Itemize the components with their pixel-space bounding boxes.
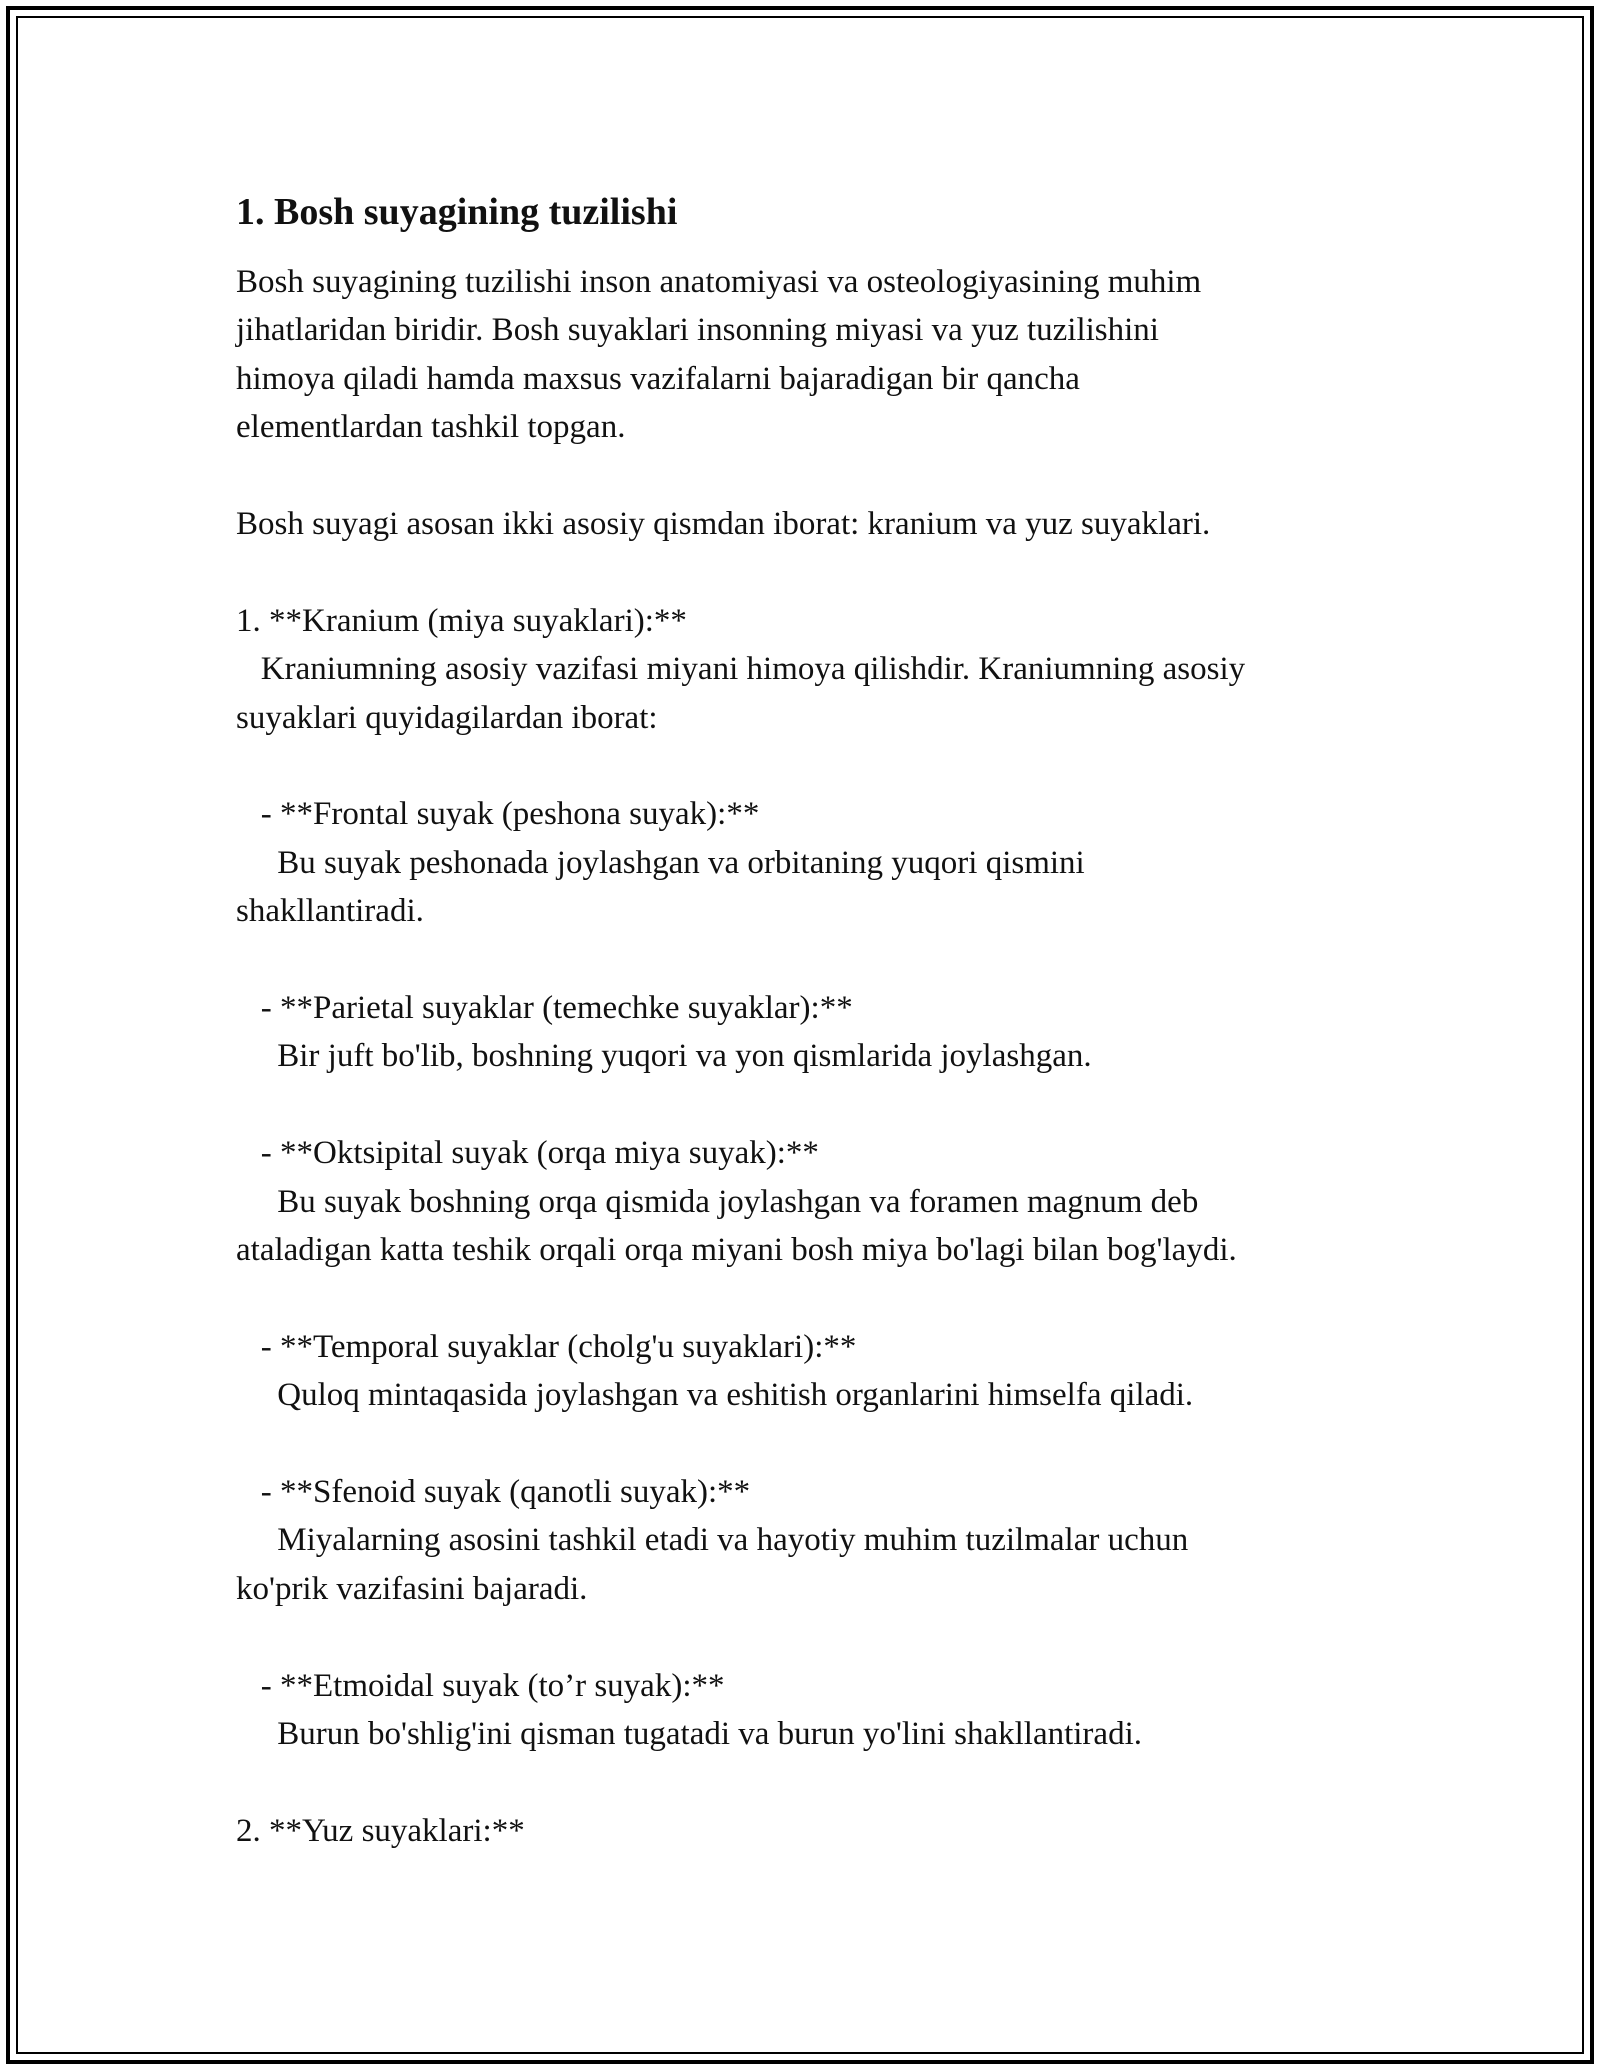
bone-item-title: - **Frontal suyak (peshona suyak):** [236, 796, 760, 833]
bone-item-frontal [236, 790, 1416, 935]
bone-item-text: Quloq mintaqasida joylashgan va eshitish organlarini himselfa qiladi. [236, 1377, 1194, 1414]
bone-item-parietal [236, 984, 1416, 1081]
section-desc-line: suyaklari quyidagilardan iborat: [236, 699, 658, 736]
section-desc-line: Kraniumning asosiy vazifasi miyani himoya qilishdir. Kraniumning asosiy [236, 651, 1246, 688]
spacer [236, 452, 1416, 500]
spacer [236, 936, 1416, 984]
spacer [236, 742, 1416, 790]
bone-item-sfenoid [236, 1468, 1416, 1613]
document-heading: 1. Bosh suyagining tuzilishi [236, 191, 678, 233]
bone-item-temporal [236, 1323, 1416, 1420]
bone-item-etmoidal [236, 1662, 1416, 1759]
bone-item-title: - **Sfenoid suyak (qanotli suyak):** [236, 1474, 751, 1511]
bone-item-text: ataladigan katta teshik orqali orqa miyani bosh miya bo'lagi bilan bog'laydi. [236, 1232, 1237, 1269]
section-title: 2. **Yuz suyaklari:** [236, 1812, 525, 1849]
spacer [236, 548, 1416, 596]
spacer [236, 1081, 1416, 1129]
bone-item-text: Bu suyak peshonada joylashgan va orbitaning yuqori qismini [236, 844, 1085, 881]
bone-item-text: Bu suyak boshning orqa qismida joylashgan va foramen magnum deb [236, 1183, 1199, 1220]
intro-paragraph [236, 258, 1416, 452]
spacer [236, 1274, 1416, 1322]
intro-line: elementlardan tashkil topgan. [236, 409, 626, 446]
bone-item-text: shakllantiradi. [236, 893, 424, 930]
spacer [236, 1613, 1416, 1661]
bone-item-text: Miyalarning asosini tashkil etadi va hayotiy muhim tuzilmalar uchun [236, 1522, 1189, 1559]
bone-item-text: Burun bo'shlig'ini qisman tugatadi va burun yo'lini shakllantiradi. [236, 1716, 1142, 1753]
bone-item-text: ko'prik vazifasini bajaradi. [236, 1570, 588, 1607]
spacer [236, 1420, 1416, 1468]
document-body [236, 186, 1416, 1855]
spacer [236, 1758, 1416, 1806]
intro-line: Bosh suyagining tuzilishi inson anatomiyasi va osteologiyasining muhim [236, 264, 1202, 300]
bone-item-text: Bir juft bo'lib, boshning yuqori va yon qismlarida joylashgan. [236, 1038, 1092, 1075]
bone-item-title: - **Etmoidal suyak (to’r suyak):** [236, 1667, 725, 1704]
section-yuz [236, 1807, 1416, 1855]
overview-paragraph: Bosh suyagi asosan ikki asosiy qismdan iborat: kranium va yuz suyaklari. [236, 506, 1211, 543]
intro-line: jihatlaridan biridir. Bosh suyaklari insonning miyasi va yuz tuzilishini [236, 312, 1159, 349]
bone-item-oktsipital [236, 1129, 1416, 1274]
intro-line: himoya qiladi hamda maxsus vazifalarni bajaradigan bir qancha [236, 360, 1080, 397]
bone-item-title: - **Oktsipital suyak (orqa miya suyak):** [236, 1135, 819, 1172]
section-kranium [236, 597, 1416, 1807]
bone-item-title: - **Temporal suyaklar (cholg'u suyaklari):** [236, 1328, 857, 1365]
section-title: 1. **Kranium (miya suyaklari):** [236, 602, 687, 639]
bone-item-title: - **Parietal suyaklar (temechke suyaklar):** [236, 990, 853, 1027]
